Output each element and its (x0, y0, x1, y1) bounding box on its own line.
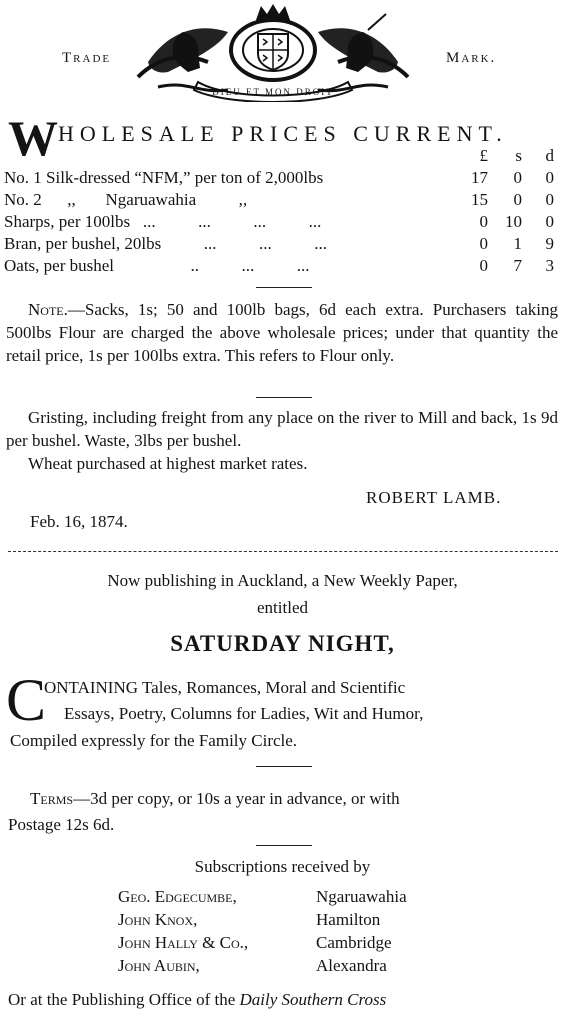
terms-line-2: Postage 12s 6d. (8, 815, 115, 834)
pounds-header: £ (479, 146, 488, 165)
contents-line: Essays, Poetry, Columns for Ladies, Wit and Humor, (64, 704, 424, 723)
shillings-header: s (515, 146, 522, 165)
royal-coat-of-arms-icon (128, 2, 418, 102)
wheat-paragraph: Wheat purchased at highest market rates. (28, 454, 308, 473)
agent-name: John Aubin, (118, 956, 200, 975)
note-paragraph (6, 298, 558, 367)
item-shillings: 0 (513, 190, 522, 209)
closing-prefix: Or at the Publishing Office of the (8, 990, 236, 1009)
item-name: No. 1 Silk-dressed “NFM,” per ton of 2,000lbs (4, 168, 324, 187)
price-row (4, 212, 560, 234)
item-name: Bran, per bushel, 20lbs ... ... ... (4, 234, 327, 253)
trade-label: Trade (62, 50, 112, 66)
item-pence: 0 (545, 190, 554, 209)
notice-date: Feb. 16, 1874. (30, 512, 128, 531)
item-name: No. 2 ,, Ngaruawahia ,, (4, 190, 248, 209)
price-table (4, 146, 560, 278)
agent-place: Cambridge (316, 933, 392, 952)
closing-line (8, 990, 386, 1010)
item-shillings: 7 (513, 256, 522, 275)
note-text: —Sacks, 1s; 50 and 100lb bags, 6d each extra. Purchasers taking 500lbs Flour are charged the above wholesale prices; under that quantity the retail price, 1s per 100lbs extra. This refers to Flour only. (6, 300, 558, 365)
price-row (4, 168, 560, 190)
agent-place: Ngaruawahia (316, 887, 407, 906)
agent-name: John Knox, (118, 910, 198, 929)
item-name: Oats, per bushel .. ... ... (4, 256, 310, 275)
item-pounds: 15 (471, 190, 488, 209)
divider-rule (256, 845, 312, 846)
currency-header-row (4, 146, 560, 168)
motto-text: DIEU ET MON DROIT (212, 87, 334, 97)
item-pence: 9 (545, 234, 554, 253)
item-pounds: 0 (479, 234, 488, 253)
contents-line: ONTAINING Tales, Romances, Moral and Scientific (44, 678, 406, 697)
title-text: HOLESALE PRICES CURRENT. (58, 121, 508, 146)
divider-rule (256, 397, 312, 398)
contents-line: Compiled expressly for the Family Circle. (10, 731, 298, 750)
section-separator (8, 551, 558, 552)
subscriptions-heading: Subscriptions received by (194, 857, 371, 876)
item-name: Sharps, per 100lbs ... ... ... ... (4, 212, 322, 231)
item-pounds: 0 (479, 256, 488, 275)
pence-header: d (545, 146, 554, 165)
price-row (4, 234, 560, 256)
agent-name: Geo. Edgecumbe, (118, 887, 237, 906)
mark-label: Mark. (446, 50, 497, 66)
closing-paper-name: Daily Southern Cross (239, 990, 387, 1009)
item-pounds: 0 (479, 212, 488, 231)
paper-name: SATURDAY NIGHT, (170, 631, 395, 656)
price-row (4, 256, 560, 278)
signature: ROBERT LAMB. (366, 488, 502, 507)
divider-rule (256, 766, 312, 767)
advert-intro-line: Now publishing in Auckland, a New Weekly Paper, (107, 571, 458, 590)
item-pence: 3 (545, 256, 554, 275)
agent-row (118, 956, 200, 976)
gristing-paragraph: Gristing, including freight from any place on the river to Mill and back, 1s 9d per bushel. Waste, 3lbs per bushel. (6, 408, 558, 450)
title-drop-initial: W (8, 110, 58, 166)
terms-text: —3d per copy, or 10s a year in advance, or with (73, 789, 400, 808)
advert-entitled-line: entitled (257, 598, 308, 617)
terms-label: Terms (30, 789, 74, 808)
item-pounds: 17 (471, 168, 488, 187)
item-pence: 0 (545, 168, 554, 187)
item-shillings: 10 (505, 212, 522, 231)
terms-line (30, 789, 400, 809)
item-pence: 0 (545, 212, 554, 231)
price-row (4, 190, 560, 212)
note-label: Note. (28, 300, 68, 319)
item-shillings: 1 (513, 234, 522, 253)
agent-place: Hamilton (316, 910, 381, 929)
agent-row (118, 910, 197, 930)
agent-row (118, 887, 237, 907)
agent-row (118, 933, 248, 953)
item-shillings: 0 (513, 168, 522, 187)
divider-rule (256, 287, 312, 288)
contents-drop-initial: C (6, 667, 47, 733)
agent-place: Alexandra (316, 956, 387, 975)
agent-name: John Hally & Co., (118, 933, 249, 952)
